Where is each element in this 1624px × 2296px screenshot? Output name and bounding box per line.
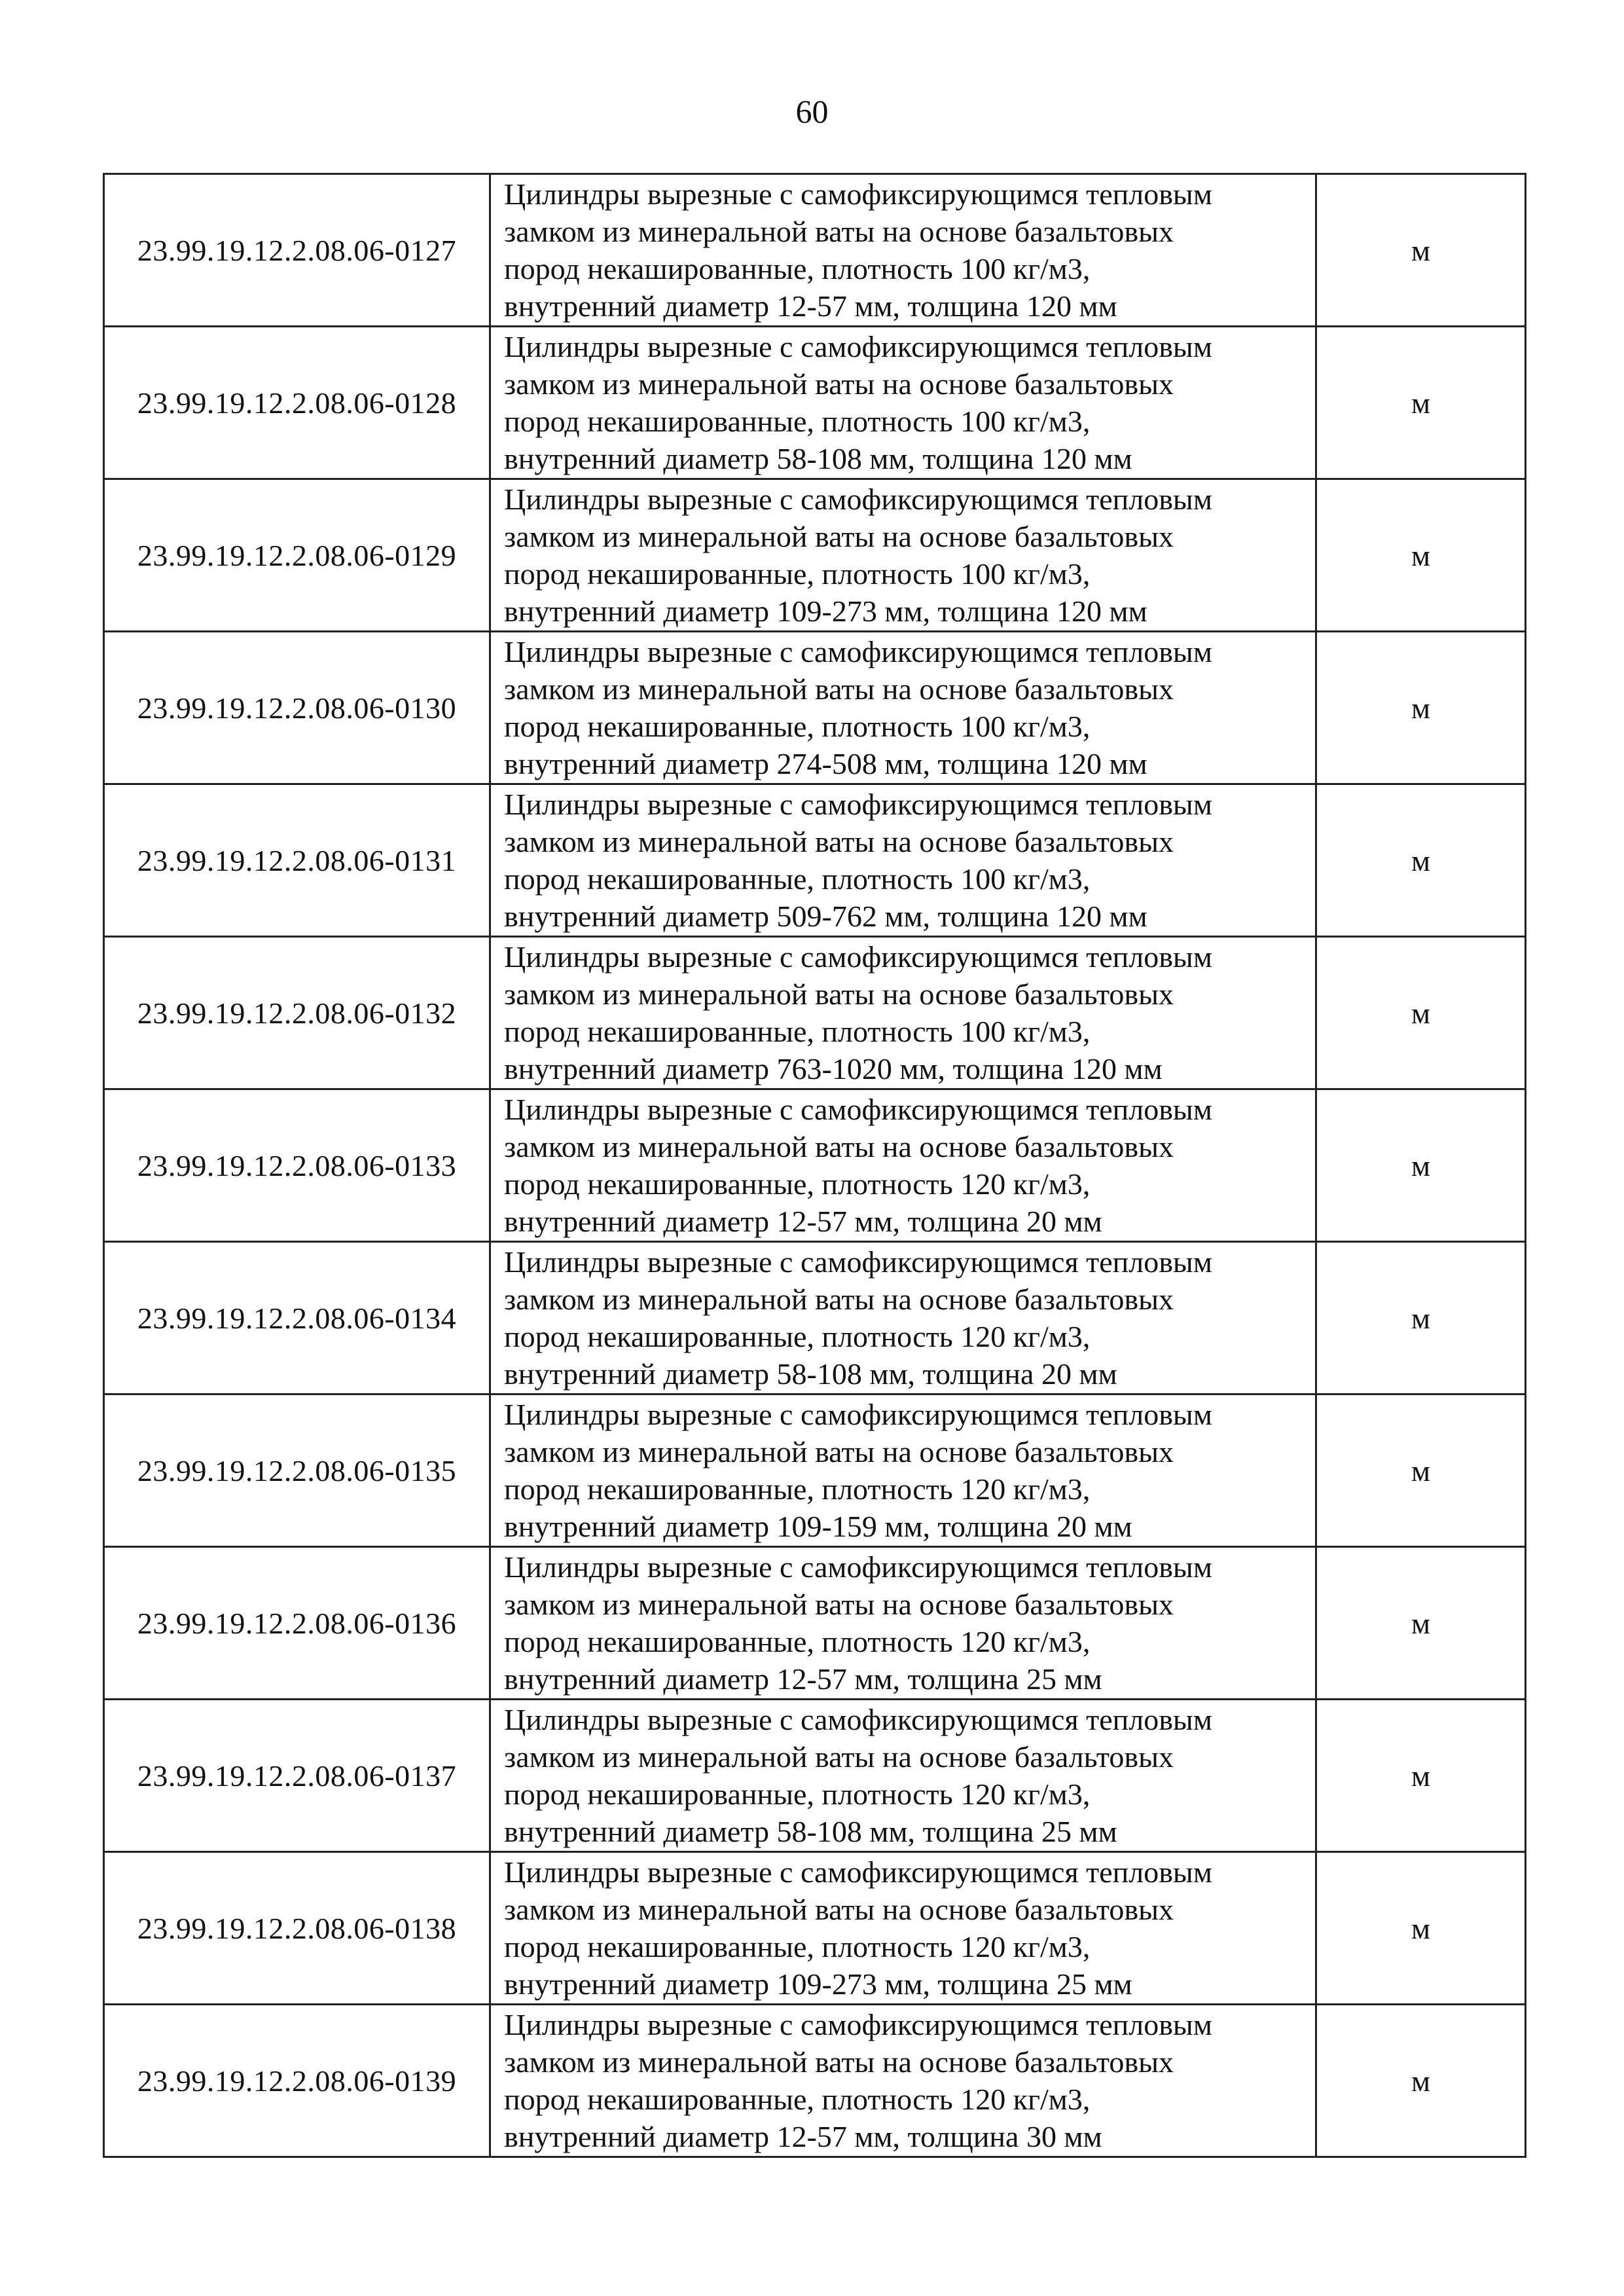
description-line: пород некашированные, плотность 120 кг/м3, [504, 1320, 1091, 1353]
resource-description [490, 174, 1316, 327]
unit-of-measure: м [1316, 1242, 1526, 1394]
description-line: замком из минеральной ваты на основе базальтовых [504, 977, 1174, 1011]
description-line: замком из минеральной ваты на основе базальтовых [504, 672, 1174, 706]
description-line: внутренний диаметр 12-57 мм, толщина 20 мм [504, 1205, 1102, 1238]
resource-code: 23.99.19.12.2.08.06-0133 [104, 1089, 490, 1242]
resource-description [490, 1700, 1316, 1852]
unit-of-measure: м [1316, 632, 1526, 784]
description-line: замком из минеральной ваты на основе базальтовых [504, 825, 1174, 858]
description-line: замком из минеральной ваты на основе базальтовых [504, 1283, 1174, 1316]
description-line: внутренний диаметр 58-108 мм, толщина 25 мм [504, 1815, 1117, 1848]
resource-code: 23.99.19.12.2.08.06-0138 [104, 1852, 490, 2005]
resource-description [490, 2005, 1316, 2157]
description-line: Цилиндры вырезные с самофиксирующимся тепловым [504, 177, 1212, 211]
unit-of-measure: м [1316, 327, 1526, 479]
description-line: пород некашированные, плотность 100 кг/м3, [504, 1015, 1091, 1048]
resource-description [490, 1394, 1316, 1547]
resource-code: 23.99.19.12.2.08.06-0135 [104, 1394, 490, 1547]
description-line: пород некашированные, плотность 100 кг/м3, [504, 252, 1091, 285]
description-line: замком из минеральной ваты на основе базальтовых [504, 1893, 1174, 1926]
resource-code: 23.99.19.12.2.08.06-0130 [104, 632, 490, 784]
description-line: внутренний диаметр 58-108 мм, толщина 20 мм [504, 1357, 1117, 1391]
table-row [104, 174, 1526, 327]
description-line: Цилиндры вырезные с самофиксирующимся тепловым [504, 1855, 1212, 1889]
description-line: пород некашированные, плотность 120 кг/м3, [504, 1777, 1091, 1811]
description-line: внутренний диаметр 12-57 мм, толщина 30 мм [504, 2120, 1102, 2153]
description-line: замком из минеральной ваты на основе базальтовых [504, 1740, 1174, 1774]
unit-of-measure: м [1316, 1089, 1526, 1242]
resource-description [490, 937, 1316, 1089]
description-line: замком из минеральной ваты на основе базальтовых [504, 2045, 1174, 2079]
resource-table [103, 173, 1526, 2158]
table-row [104, 1852, 1526, 2005]
description-line: замком из минеральной ваты на основе базальтовых [504, 215, 1174, 248]
unit-of-measure: м [1316, 174, 1526, 327]
table-row [104, 1089, 1526, 1242]
table-row [104, 632, 1526, 784]
resource-description [490, 632, 1316, 784]
description-line: внутренний диаметр 763-1020 мм, толщина 120 мм [504, 1052, 1163, 1085]
description-line: замком из минеральной ваты на основе базальтовых [504, 1130, 1174, 1163]
description-line: замком из минеральной ваты на основе базальтовых [504, 520, 1174, 553]
description-line: Цилиндры вырезные с самофиксирующимся тепловым [504, 635, 1212, 668]
description-line: Цилиндры вырезные с самофиксирующимся тепловым [504, 1093, 1212, 1126]
description-line: Цилиндры вырезные с самофиксирующимся тепловым [504, 940, 1212, 974]
description-line: пород некашированные, плотность 120 кг/м3, [504, 1625, 1091, 1658]
resource-code: 23.99.19.12.2.08.06-0139 [104, 2005, 490, 2157]
description-line: Цилиндры вырезные с самофиксирующимся тепловым [504, 483, 1212, 516]
description-line: Цилиндры вырезные с самофиксирующимся тепловым [504, 1398, 1212, 1431]
description-line: Цилиндры вырезные с самофиксирующимся тепловым [504, 1703, 1212, 1736]
description-line: пород некашированные, плотность 100 кг/м3, [504, 405, 1091, 438]
unit-of-measure: м [1316, 1547, 1526, 1700]
description-line: Цилиндры вырезные с самофиксирующимся тепловым [504, 330, 1212, 363]
resource-description [490, 1547, 1316, 1700]
resource-code: 23.99.19.12.2.08.06-0137 [104, 1700, 490, 1852]
description-line: внутренний диаметр 509-762 мм, толщина 120 мм [504, 900, 1147, 933]
unit-of-measure: м [1316, 784, 1526, 937]
table-row [104, 479, 1526, 632]
description-line: Цилиндры вырезные с самофиксирующимся тепловым [504, 788, 1212, 821]
table-row [104, 1242, 1526, 1394]
resource-code: 23.99.19.12.2.08.06-0128 [104, 327, 490, 479]
resource-description [490, 1852, 1316, 2005]
resource-code: 23.99.19.12.2.08.06-0129 [104, 479, 490, 632]
unit-of-measure: м [1316, 2005, 1526, 2157]
table-body [104, 174, 1526, 2157]
description-line: Цилиндры вырезные с самофиксирующимся тепловым [504, 1245, 1212, 1279]
resource-code: 23.99.19.12.2.08.06-0132 [104, 937, 490, 1089]
description-line: внутренний диаметр 109-273 мм, толщина 120 мм [504, 594, 1147, 628]
description-line: внутренний диаметр 109-273 мм, толщина 25 мм [504, 1967, 1132, 2001]
description-line: внутренний диаметр 12-57 мм, толщина 120 мм [504, 289, 1117, 323]
table-row [104, 1394, 1526, 1547]
resource-code: 23.99.19.12.2.08.06-0127 [104, 174, 490, 327]
description-line: внутренний диаметр 12-57 мм, толщина 25 мм [504, 1662, 1102, 1696]
unit-of-measure: м [1316, 1394, 1526, 1547]
resource-description [490, 784, 1316, 937]
description-line: пород некашированные, плотность 120 кг/м3, [504, 1167, 1091, 1201]
resource-description [490, 327, 1316, 479]
unit-of-measure: м [1316, 1700, 1526, 1852]
resource-description [490, 479, 1316, 632]
unit-of-measure: м [1316, 479, 1526, 632]
page-number: 60 [795, 93, 829, 130]
table-row [104, 2005, 1526, 2157]
description-line: пород некашированные, плотность 100 кг/м3, [504, 557, 1091, 591]
table-row [104, 327, 1526, 479]
resource-code: 23.99.19.12.2.08.06-0131 [104, 784, 490, 937]
unit-of-measure: м [1316, 1852, 1526, 2005]
table-row [104, 1547, 1526, 1700]
description-line: Цилиндры вырезные с самофиксирующимся тепловым [504, 2008, 1212, 2041]
description-line: внутренний диаметр 58-108 мм, толщина 120 мм [504, 442, 1132, 475]
table-row [104, 937, 1526, 1089]
table-row [104, 1700, 1526, 1852]
description-line: пород некашированные, плотность 120 кг/м3, [504, 2083, 1091, 2116]
resource-code: 23.99.19.12.2.08.06-0136 [104, 1547, 490, 1700]
description-line: замком из минеральной ваты на основе базальтовых [504, 1588, 1174, 1621]
resource-description [490, 1242, 1316, 1394]
description-line: внутренний диаметр 274-508 мм, толщина 120 мм [504, 747, 1147, 780]
description-line: пород некашированные, плотность 120 кг/м3, [504, 1930, 1091, 1963]
table-row [104, 784, 1526, 937]
description-line: замком из минеральной ваты на основе базальтовых [504, 1435, 1174, 1468]
description-line: Цилиндры вырезные с самофиксирующимся тепловым [504, 1550, 1212, 1584]
description-line: внутренний диаметр 109-159 мм, толщина 20 мм [504, 1510, 1132, 1543]
resource-code: 23.99.19.12.2.08.06-0134 [104, 1242, 490, 1394]
description-line: замком из минеральной ваты на основе базальтовых [504, 367, 1174, 401]
unit-of-measure: м [1316, 937, 1526, 1089]
description-line: пород некашированные, плотность 100 кг/м3, [504, 710, 1091, 743]
resource-description [490, 1089, 1316, 1242]
description-line: пород некашированные, плотность 100 кг/м3, [504, 862, 1091, 896]
description-line: пород некашированные, плотность 120 кг/м3, [504, 1472, 1091, 1506]
